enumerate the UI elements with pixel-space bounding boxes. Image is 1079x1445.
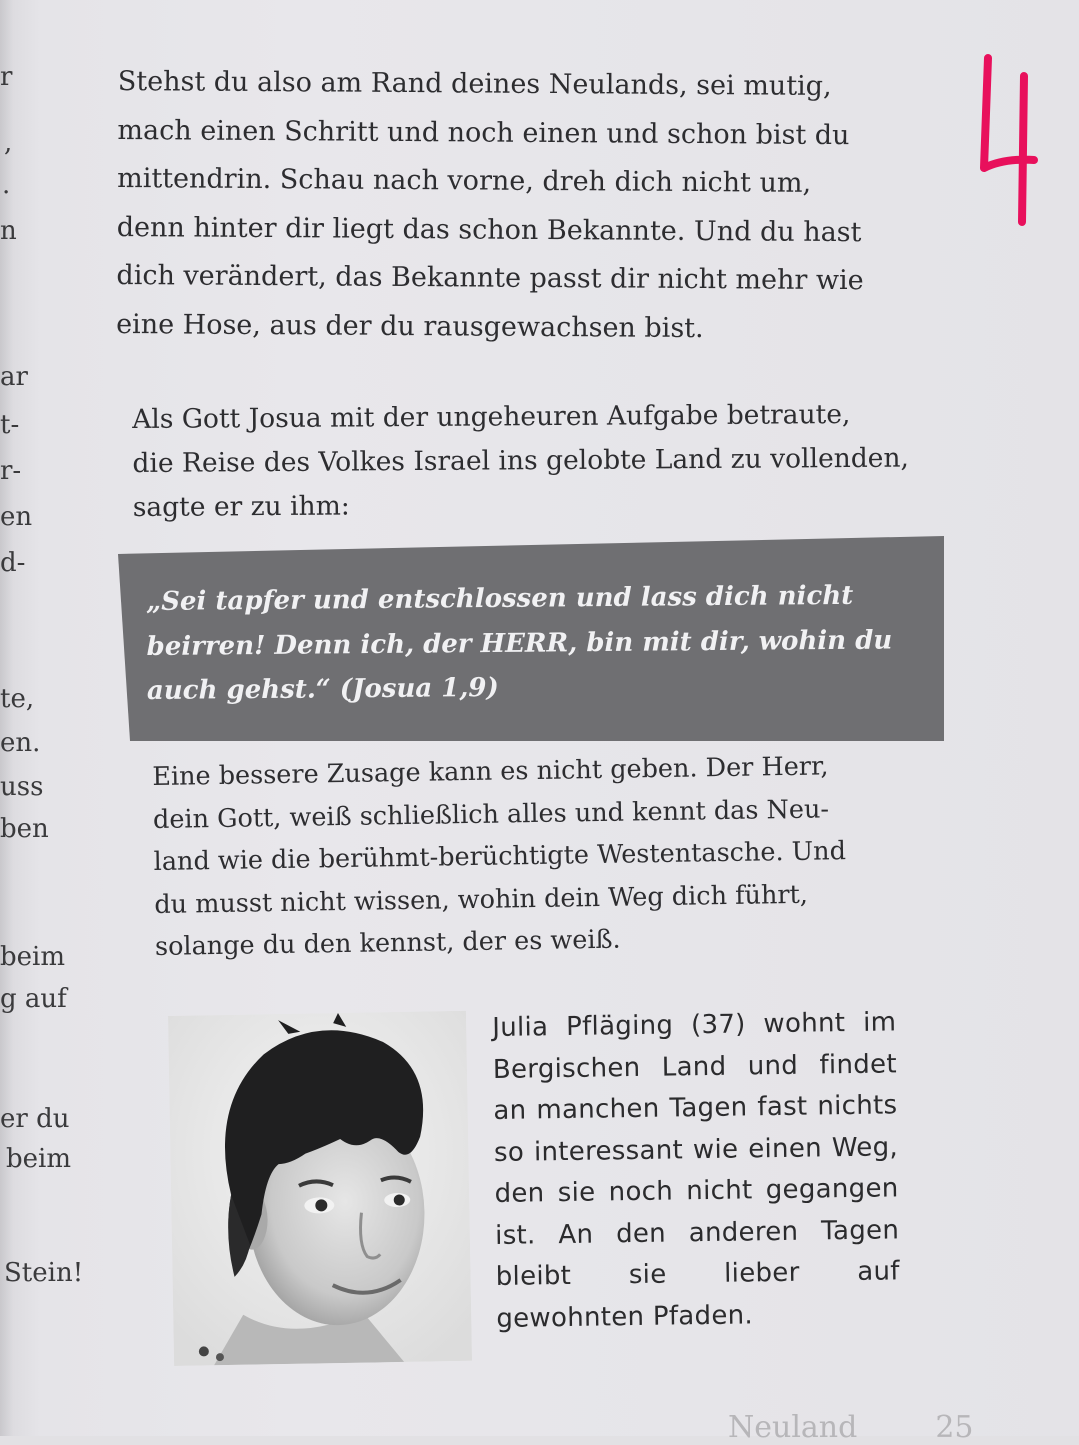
margin-fragment: ar (0, 362, 28, 392)
text-line: denn hinter dir liegt das schon Bekannte. Und du hast (116, 211, 862, 248)
section-title: Neuland (728, 1410, 858, 1445)
text-line: sagte er zu ihm: (132, 490, 350, 523)
text-line: du musst nicht wissen, wohin dein Weg dich führt, (154, 879, 809, 920)
quote-line: „Sei tapfer und entschlossen und lass dich nicht (146, 580, 854, 617)
margin-fragment: r- (0, 456, 22, 486)
paragraph-3 (152, 745, 848, 968)
author-photo (168, 1011, 472, 1366)
quote-line: auch gehst.“ (Josua 1,9) (146, 672, 499, 706)
text-line: dein Gott, weiß schließlich alles und kennt das Neu- (152, 793, 830, 835)
margin-fragment: n (0, 216, 17, 246)
text-line: Stehst du also am Rand deines Neulands, sei mutig, (117, 65, 832, 102)
margin-fragment: g auf (0, 984, 67, 1014)
margin-fragment: uss (0, 772, 44, 802)
author-bio (492, 1002, 901, 1340)
handwritten-four-icon (980, 40, 1040, 230)
margin-fragment: t- (0, 410, 20, 440)
margin-fragment: beim (0, 942, 65, 972)
margin-fragment: er du (0, 1104, 70, 1134)
margin-fragment: r (0, 62, 13, 92)
text-line: Als Gott Josua mit der ungeheuren Aufgabe betraute, (132, 398, 851, 435)
paragraph-2 (132, 393, 909, 530)
margin-fragment: en (0, 502, 33, 532)
quote-line: beirren! Denn ich, der HERR, bin mit dir, wohin du (146, 624, 893, 662)
margin-fragment: , (4, 128, 13, 158)
text-line: dich verändert, das Bekannte passt dir nicht mehr wie (116, 260, 864, 297)
margin-fragment: beim (6, 1144, 71, 1174)
text-line: eine Hose, aus der du rausgewachsen bist. (116, 308, 704, 345)
margin-fragment: en. (0, 728, 41, 758)
portrait-image (168, 1011, 472, 1366)
paragraph-1 (116, 58, 865, 355)
bible-quote (146, 573, 893, 713)
handwritten-number (980, 40, 1040, 230)
margin-fragment: . (2, 170, 11, 200)
page-number: 25 (935, 1410, 974, 1445)
text-line: land wie die berühmt-berüchtigte Westentasche. Und (153, 836, 847, 877)
margin-fragment: te, (0, 684, 35, 714)
text-line: mittendrin. Schau nach vorne, dreh dich nicht um, (117, 163, 812, 200)
margin-fragment: ben (0, 814, 49, 844)
margin-fragment: d- (0, 548, 26, 578)
bio-text: Julia Pfläging (37) wohnt im Bergischen Land und findet an manchen Tagen fast nichts so interessant wie einen Weg, den sie noch nicht gegangen ist. An den anderen Tagen bleibt sie lieber auf gewohnten Pfaden. (492, 1007, 900, 1334)
text-line: die Reise des Volkes Israel ins gelobte Land zu vollenden, (132, 442, 910, 479)
text-line: Eine bessere Zusage kann es nicht geben. Der Herr, (152, 751, 829, 792)
text-line: mach einen Schritt und noch einen und schon bist du (117, 114, 850, 151)
page-footer (728, 1410, 974, 1445)
text-line: solange du den kennst, der es weiß. (154, 924, 621, 962)
margin-fragment: Stein! (4, 1258, 84, 1288)
